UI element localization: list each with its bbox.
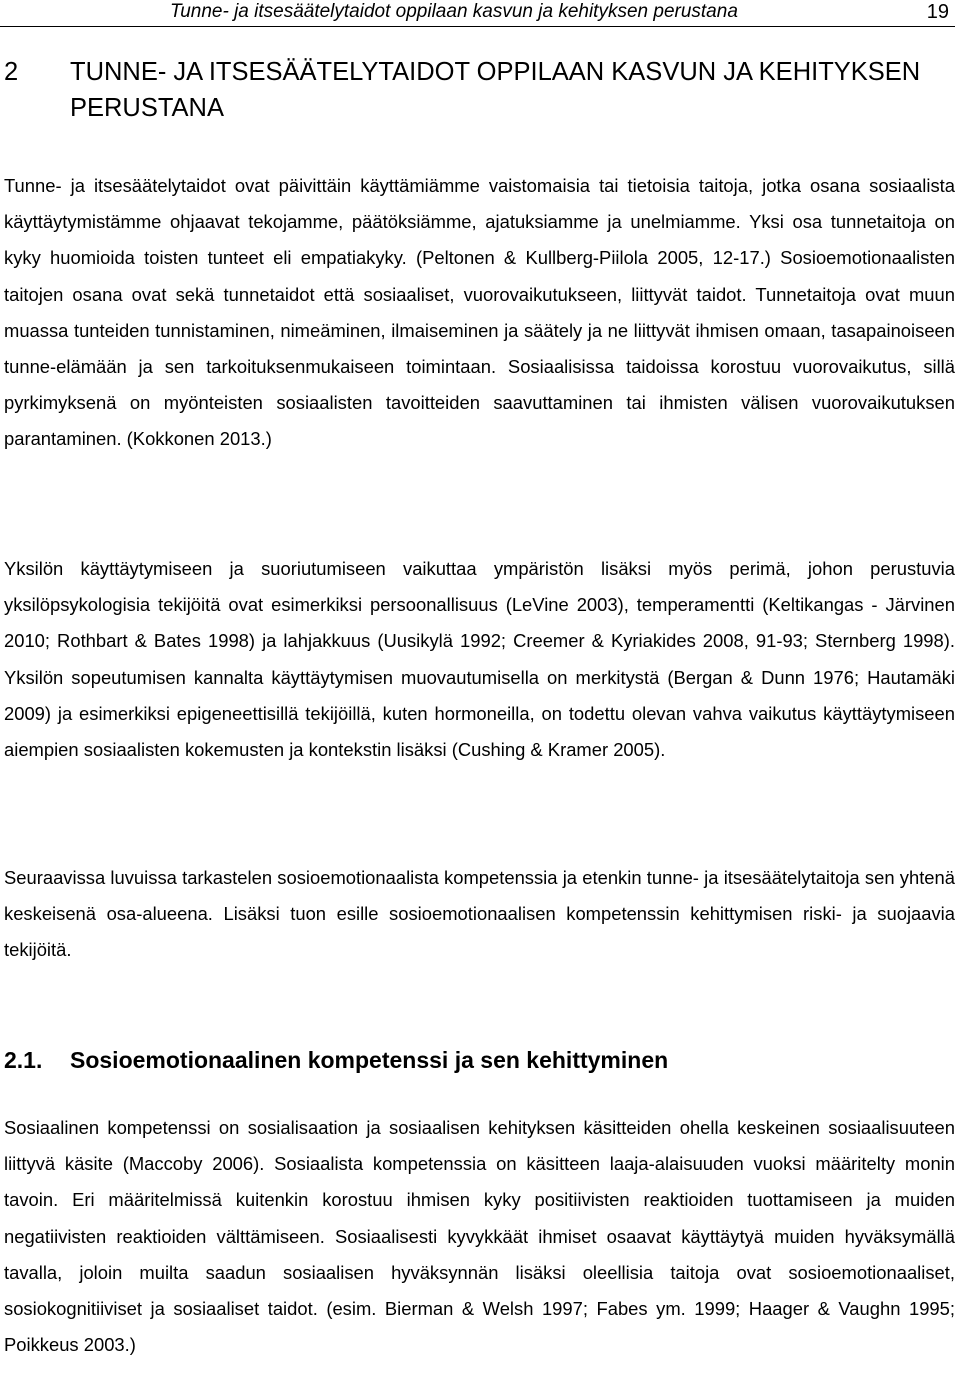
section-title: Sosioemotionaalinen kompetenssi ja sen kehittyminen: [70, 1047, 669, 1073]
body-paragraph: Yksilön käyttäytymiseen ja suoriutumiseen vaikuttaa ympäristön lisäksi myös perimä, johon perustuvia yksilöpsykologisia tekijöitä ovat esimerkiksi persoonallisuus (LeVine 2003), temperamentti (Keltikangas - Järvinen 2010; Rothbart & Bates 1998) ja lahjakkuus (Uusikylä 1992; Creemer & Kyriakides 2008, 91-93; Sternberg 1998). Yksilön sopeutumisen kannalta käyttäytymisen muovautumisella on merkitystä (Bergan & Dunn 1976; Hautamäki 2009) ja esimerkiksi epigeneettisillä tekijöillä, kuten hormoneilla, on todettu olevan vahva vaikutus käyttäytymiseen aiempien sosiaalisten kokemusten ja kontekstin lisäksi (Cushing & Kramer 2005).: [4, 558, 955, 761]
body-paragraph: Sosiaalinen kompetenssi on sosialisaation ja sosiaalisen kehityksen käsitteiden ohella keskeinen sosiaalisuuteen liittyvä käsite (Maccoby 2006). Sosiaalista kompetenssia on käsitteen laaja-alaisuuden vuoksi määritelty monin tavoin. Eri määritelmissä kuitenkin korostuu ihmisen kyky positiivisten reaktioiden tuottamiseen ja muiden negatiivisten reaktioiden välttämiseen. Sosiaalisesti kyvykkäät ihmiset osaavat käyttäytyä muiden hyväksymällä tavalla, joloin muilta saadun sosiaalisen hyväksynnän lisäksi oleellisia taitoja ovat sosioemotionaaliset, sosiokognitiiviset ja sosiaaliset taidot. (esim. Bierman & Welsh 1997; Fabes ym. 1999; Haager & Vaughn 1995; Poikkeus 2003.): [4, 1117, 955, 1356]
section-number: 2.1.: [4, 1047, 43, 1073]
page-number: 19: [926, 1, 949, 23]
running-header: [0, 0, 955, 27]
chapter-heading: [4, 54, 954, 126]
running-title: Tunne- ja itsesäätelytaidot oppilaan kasvun ja kehityksen perustana: [170, 1, 738, 22]
chapter-title: TUNNE- JA ITSESÄÄTELYTAIDOT OPPILAAN KASVUN JA KEHITYKSEN PERUSTANA: [70, 58, 921, 122]
chapter-number: 2: [4, 58, 19, 86]
section-heading: [4, 1042, 954, 1078]
body-paragraph: Tunne- ja itsesäätelytaidot ovat päivittäin käyttämiämme vaistomaisia tai tietoisia taitoja, jotka osana sosiaalista käyttäytymistämme ohjaavat tekojamme, päätöksiämme, ajatuksiamme ja unelmiamme. Yksi osa tunnetaitoja on kyky huomioida toisten tunteet eli empatiakyky. (Peltonen & Kullberg-Piilola 2005, 12-17.) Sosioemotionaalisten taitojen osana ovat sekä tunnetaidot että sosiaaliset, vuorovaikutukseen, liittyvät taidot. Tunnetaitoja ovat muun muassa tunteiden tunnistaminen, nimeäminen, ilmaiseminen ja säätely ja ne liittyvät ihmisen omaan, tasapainoiseen tunne-elämään ja sen tarkoituksenmukaiseen toimintaan. Sosiaalisissa taidoissa korostuu vuorovaikutus, sillä pyrkimyksenä on myönteisten sosiaalisten tavoitteiden saavuttaminen tai ihmisten välisen vuorovaikutuksen parantaminen. (Kokkonen 2013.): [4, 175, 955, 450]
body-paragraph: Seuraavissa luvuissa tarkastelen sosioemotionaalista kompetenssia ja etenkin tunne- ja itsesäätelytaitoja sen yhtenä keskeisenä osa-alueena. Lisäksi tuon esille sosioemotionaalisen kompetenssin kehittymisen riski- ja suojaavia tekijöitä.: [4, 867, 955, 961]
